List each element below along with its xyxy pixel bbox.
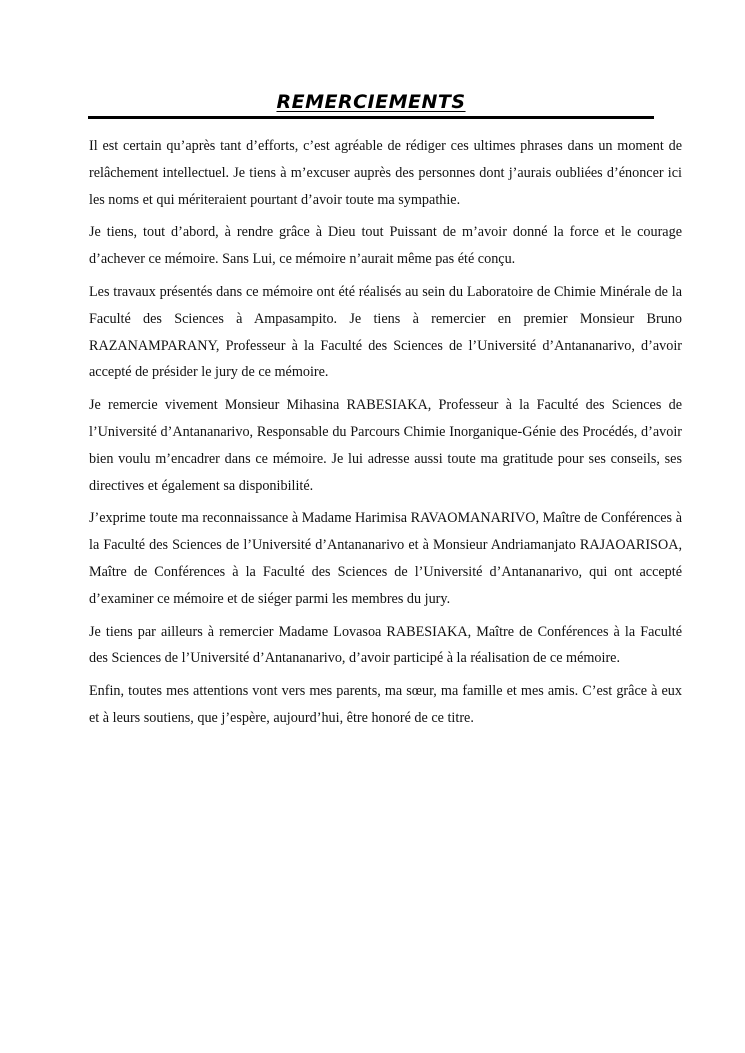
- paragraph-participation: Je tiens par ailleurs à remercier Madame Lovasoa RABESIAKA, Maître de Conférences à la Faculté des Sciences de l’Université d’Antananarivo, d’avoir participé à la réalisation de ce mémoire.: [89, 623, 682, 667]
- title-block: [88, 88, 654, 122]
- paragraph-supervisor: Je remercie vivement Monsieur Mihasina RABESIAKA, Professeur à la Faculté des Sciences de l’Université d’Antananarivo, Responsable du Parcours Chimie Inorganique-Génie des Procédés, d’avoir bien voulu m’encadrer dans ce mémoire. Je lui adresse aussi toute ma gratitude pour ses conseils, ses directives et également sa disponibilité.: [89, 397, 682, 494]
- paragraph-family: Enfin, toutes mes attentions vont vers mes parents, ma sœur, ma famille et mes amis. C’est grâce à eux et à leurs soutiens, que j’espère, aujourd’hui, être honoré de ce titre.: [89, 683, 682, 726]
- paragraph-laboratory: Les travaux présentés dans ce mémoire ont été réalisés au sein du Laboratoire de Chimie Minérale de la Faculté des Sciences à Ampasampito. Je tiens à remercier en premier Monsieur Bruno RAZANAMPARANY, Professeur à la Faculté des Sciences de l’Université d’Antananarivo, d’avoir accepté de présider le jury de ce mémoire.: [89, 283, 682, 381]
- paragraph-examiners: J’exprime toute ma reconnaissance à Madame Harimisa RAVAOMANARIVO, Maître de Conférences à la Faculté des Sciences de l’Université d’Antananarivo et à Monsieur Andriamanjato RAJAOARISOA, Maître de Conférences à la Faculté des Sciences de l’Université d’Antananarivo, qui ont accepté d’examiner ce mémoire et de siéger parmi les membres du jury.: [89, 510, 682, 607]
- page-title: REMERCIEMENTS: [276, 91, 466, 113]
- paragraph-god: Je tiens, tout d’abord, à rendre grâce à Dieu tout Puissant de m’avoir donné la force et le courage d’achever ce mémoire. Sans Lui, ce mémoire n’aurait même pas été conçu.: [89, 224, 682, 268]
- acknowledgements-body: [89, 133, 682, 738]
- title-rule: [88, 116, 654, 119]
- paragraph-intro: Il est certain qu’après tant d’efforts, c’est agréable de rédiger ces ultimes phrases dans un moment de relâchement intellectuel. Je tiens à m’excuser auprès des personnes dont j’aurais oubliées d’énoncer ici les noms et qui mériteraient pourtant d’avoir toute ma sympathie.: [89, 138, 682, 208]
